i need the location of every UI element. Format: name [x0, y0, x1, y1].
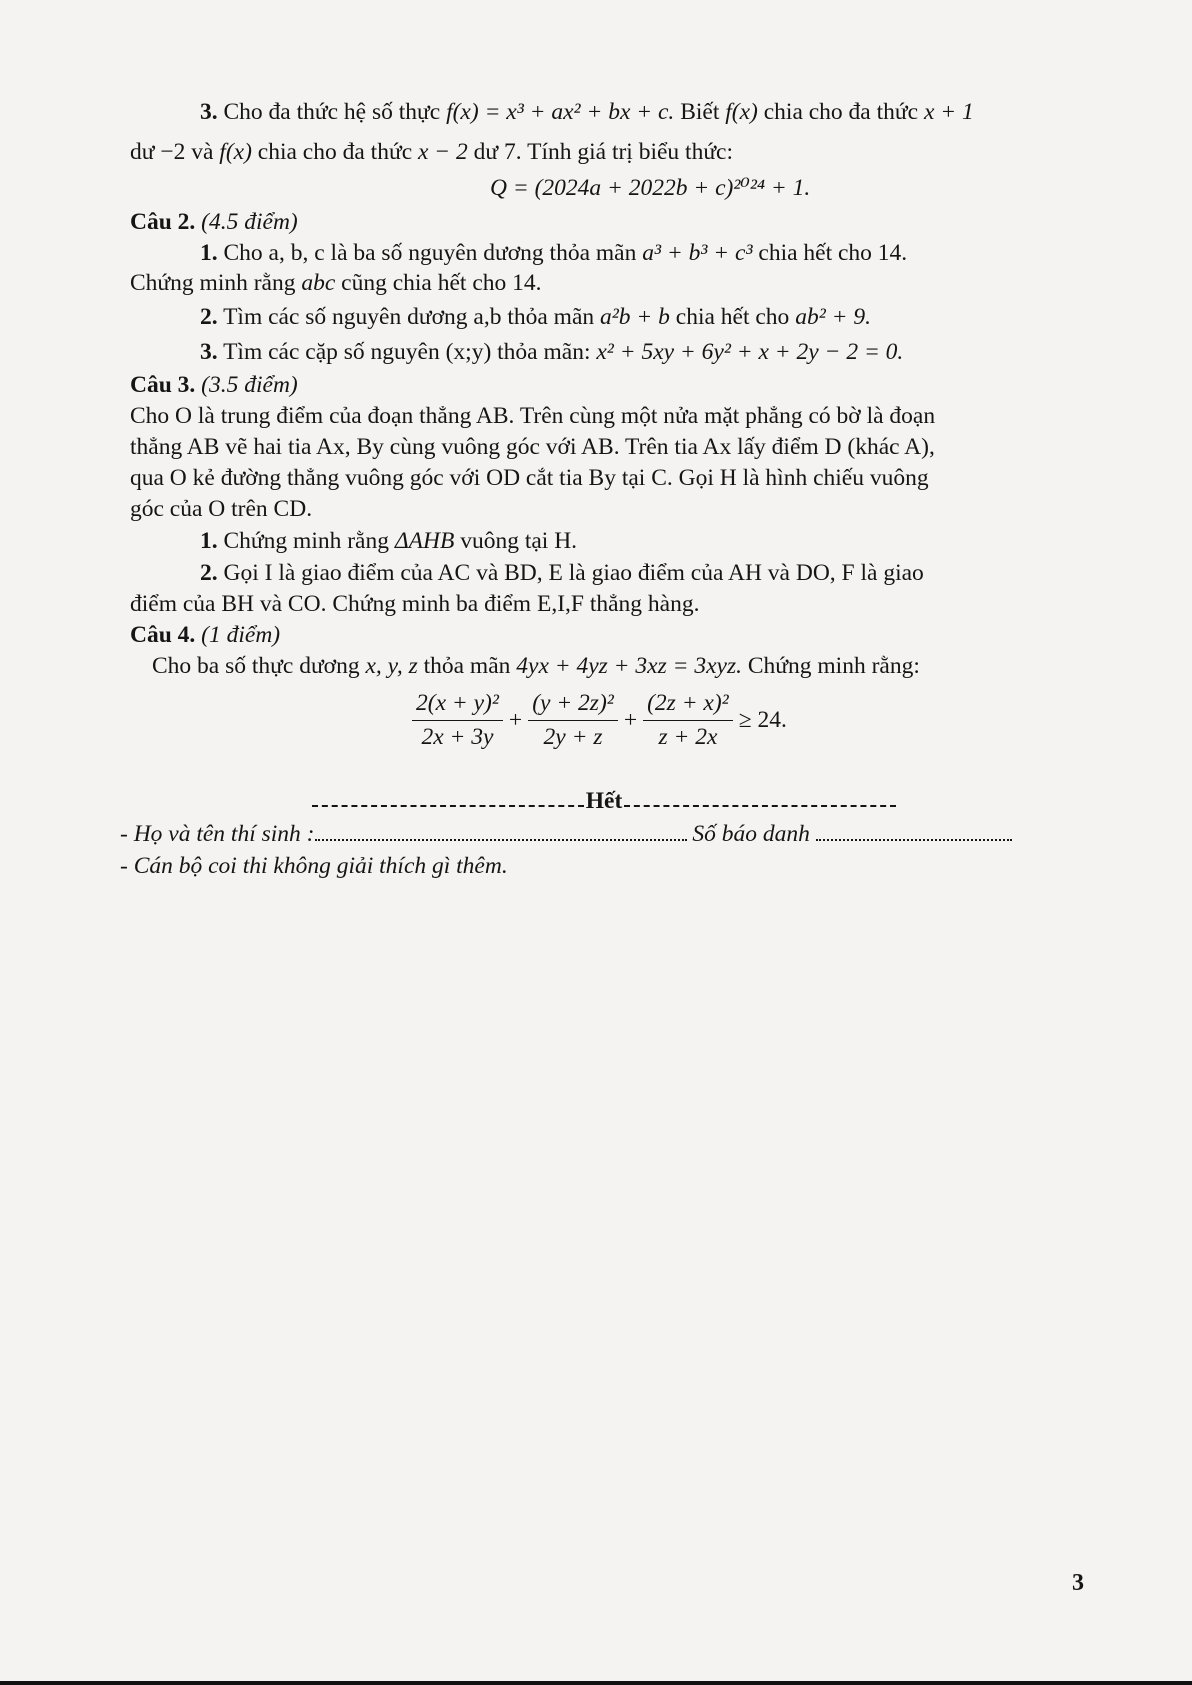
- q4-f2-denominator: 2y + z: [543, 723, 603, 750]
- q4-tail: ≥ 24.: [738, 706, 787, 733]
- candidate-info-line: [120, 819, 1192, 849]
- q4-text3: Chứng minh rằng:: [741, 653, 920, 679]
- q2-p3-text: Tìm các cặp số nguyên (x;y) thỏa mãn:: [217, 339, 597, 365]
- q2-p1-text: Cho a, b, c là ba số nguyên dương thỏa mãn: [217, 240, 643, 266]
- q1-p3-label: 3.: [200, 99, 218, 125]
- end-marker: [312, 788, 896, 815]
- q4-f3-numerator: (2z + x)²: [643, 690, 733, 721]
- end-dash-left: [312, 805, 584, 807]
- q3-p1: [200, 526, 1192, 556]
- q4-plus-2: +: [623, 706, 638, 733]
- q2-p1-label: 1.: [200, 240, 218, 266]
- q4-heading-label: Câu 4.: [130, 622, 196, 648]
- q2-p1-line2a: Chứng minh rằng: [130, 270, 302, 296]
- q3-heading: [130, 370, 1192, 400]
- q3-p2-line1: [200, 558, 1192, 588]
- q2-p2: [200, 302, 1192, 332]
- q2-p2-text2: chia hết cho: [669, 304, 796, 330]
- q1-p3-line2-text: dư −2 và: [130, 139, 220, 165]
- proctor-note: - Cán bộ coi thi không giải thích gì thêm.: [120, 853, 508, 879]
- q2-p2-expr2: ab² + 9.: [795, 304, 871, 330]
- q1-p3-divisor2: x − 2: [418, 139, 468, 165]
- q4-heading: [130, 620, 1192, 650]
- q4-vars: x, y, z: [365, 653, 418, 679]
- q2-p3: [200, 337, 1192, 367]
- q2-heading: [130, 207, 1192, 237]
- q3-p1-text2: vuông tại H.: [454, 528, 578, 554]
- q4-f3-denominator: z + 2x: [658, 723, 718, 750]
- q2-p3-expr: x² + 5xy + 6y² + x + 2y − 2 = 0.: [596, 339, 904, 365]
- q1-p3-text2: Biết: [674, 99, 726, 125]
- q1-p3-line1: [200, 97, 1192, 127]
- q1-p3-function: f(x) = x³ + ax² + bx + c.: [446, 99, 675, 125]
- q2-heading-label: Câu 2.: [130, 209, 196, 235]
- q4-f1-numerator: 2(x + y)²: [412, 690, 503, 721]
- q4-text2: thỏa mãn: [417, 653, 517, 679]
- q3-body-4: góc của O trên CD.: [130, 496, 313, 522]
- q2-p1-expr: a³ + b³ + c³: [642, 240, 753, 266]
- q3-body-1: Cho O là trung điểm của đoạn thẳng AB. Trên cùng một nửa mặt phẳng có bờ là đoạn: [130, 403, 936, 429]
- q4-f2-numerator: (y + 2z)²: [528, 690, 618, 721]
- bottom-rule: [0, 1681, 1192, 1685]
- q3-p1-label: 1.: [200, 528, 218, 554]
- q4-plus-1: +: [508, 706, 523, 733]
- q2-p1-line2b: cũng chia hết cho 14.: [335, 270, 542, 296]
- q1-p3-text3: chia cho đa thức: [757, 99, 924, 125]
- q1-p3-fx: f(x): [725, 99, 758, 125]
- q4-f1-denominator: 2x + 3y: [421, 723, 494, 750]
- candidate-name-dots: [315, 821, 687, 841]
- q1-p3-line2-text2: chia cho đa thức: [251, 139, 418, 165]
- q2-p1-text2: chia hết cho 14.: [752, 240, 908, 266]
- q3-p2-text: Gọi I là giao điểm của AC và BD, E là giao điểm của AH và DO, F là giao: [217, 560, 924, 586]
- q1-p3-line2-fx: f(x): [219, 139, 252, 165]
- q4-fraction-1: [412, 690, 503, 751]
- q2-p1-line2: [130, 268, 1192, 298]
- q3-p2-line2: điểm của BH và CO. Chứng minh ba điểm E,I,F thẳng hàng.: [130, 591, 700, 617]
- q4-inequality: [408, 685, 789, 755]
- q3-p2-label: 2.: [200, 560, 218, 586]
- q3-heading-label: Câu 3.: [130, 372, 196, 398]
- q1-p3-text: Cho đa thức hệ số thực: [217, 99, 447, 125]
- q1-p3-line2-text3: dư 7. Tính giá trị biểu thức:: [467, 139, 734, 165]
- q2-points: (4.5 điểm): [195, 209, 298, 235]
- candidate-number-label: Số báo danh: [692, 821, 810, 847]
- q1-p3-formula: [490, 173, 1192, 203]
- end-dash-right: [624, 805, 896, 807]
- q1-p3-formula-text: Q = (2024a + 2022b + c)²⁰²⁴ + 1.: [490, 175, 811, 201]
- q1-p3-divisor1: x + 1: [923, 99, 974, 125]
- q4-text1: Cho ba số thực dương: [152, 653, 366, 679]
- q3-p1-triangle: ΔAHB: [394, 528, 455, 554]
- q4-points: (1 điểm): [195, 622, 281, 648]
- q2-p1-abc: abc: [301, 270, 336, 296]
- q3-body-3: qua O kẻ đường thẳng vuông góc với OD cắt tia By tại C. Gọi H là hình chiếu vuông: [130, 465, 929, 491]
- end-word: Hết: [585, 788, 623, 814]
- q2-p2-text: Tìm các số nguyên dương a,b thỏa mãn: [217, 304, 600, 330]
- q3-points: (3.5 điểm): [195, 372, 298, 398]
- q4-condition: 4yx + 4yz + 3xz = 3xyz.: [516, 653, 742, 679]
- q2-p2-label: 2.: [200, 304, 218, 330]
- q4-fraction-2: [528, 690, 618, 751]
- candidate-name-label: - Họ và tên thí sinh :: [120, 821, 315, 847]
- q4-fraction-3: [643, 690, 733, 751]
- q3-p1-text: Chứng minh rằng: [217, 528, 395, 554]
- q4-statement: [152, 651, 1192, 681]
- q2-p3-label: 3.: [200, 339, 218, 365]
- page-number: 3: [1072, 1570, 1084, 1596]
- q3-body-2: thẳng AB vẽ hai tia Ax, By cùng vuông góc với AB. Trên tia Ax lấy điểm D (khác A),: [130, 434, 935, 460]
- q1-p3-line2: [130, 137, 1192, 167]
- candidate-number-dots: [816, 821, 1012, 841]
- q2-p1-line1: [200, 238, 1192, 268]
- q2-p2-expr1: a²b + b: [600, 304, 670, 330]
